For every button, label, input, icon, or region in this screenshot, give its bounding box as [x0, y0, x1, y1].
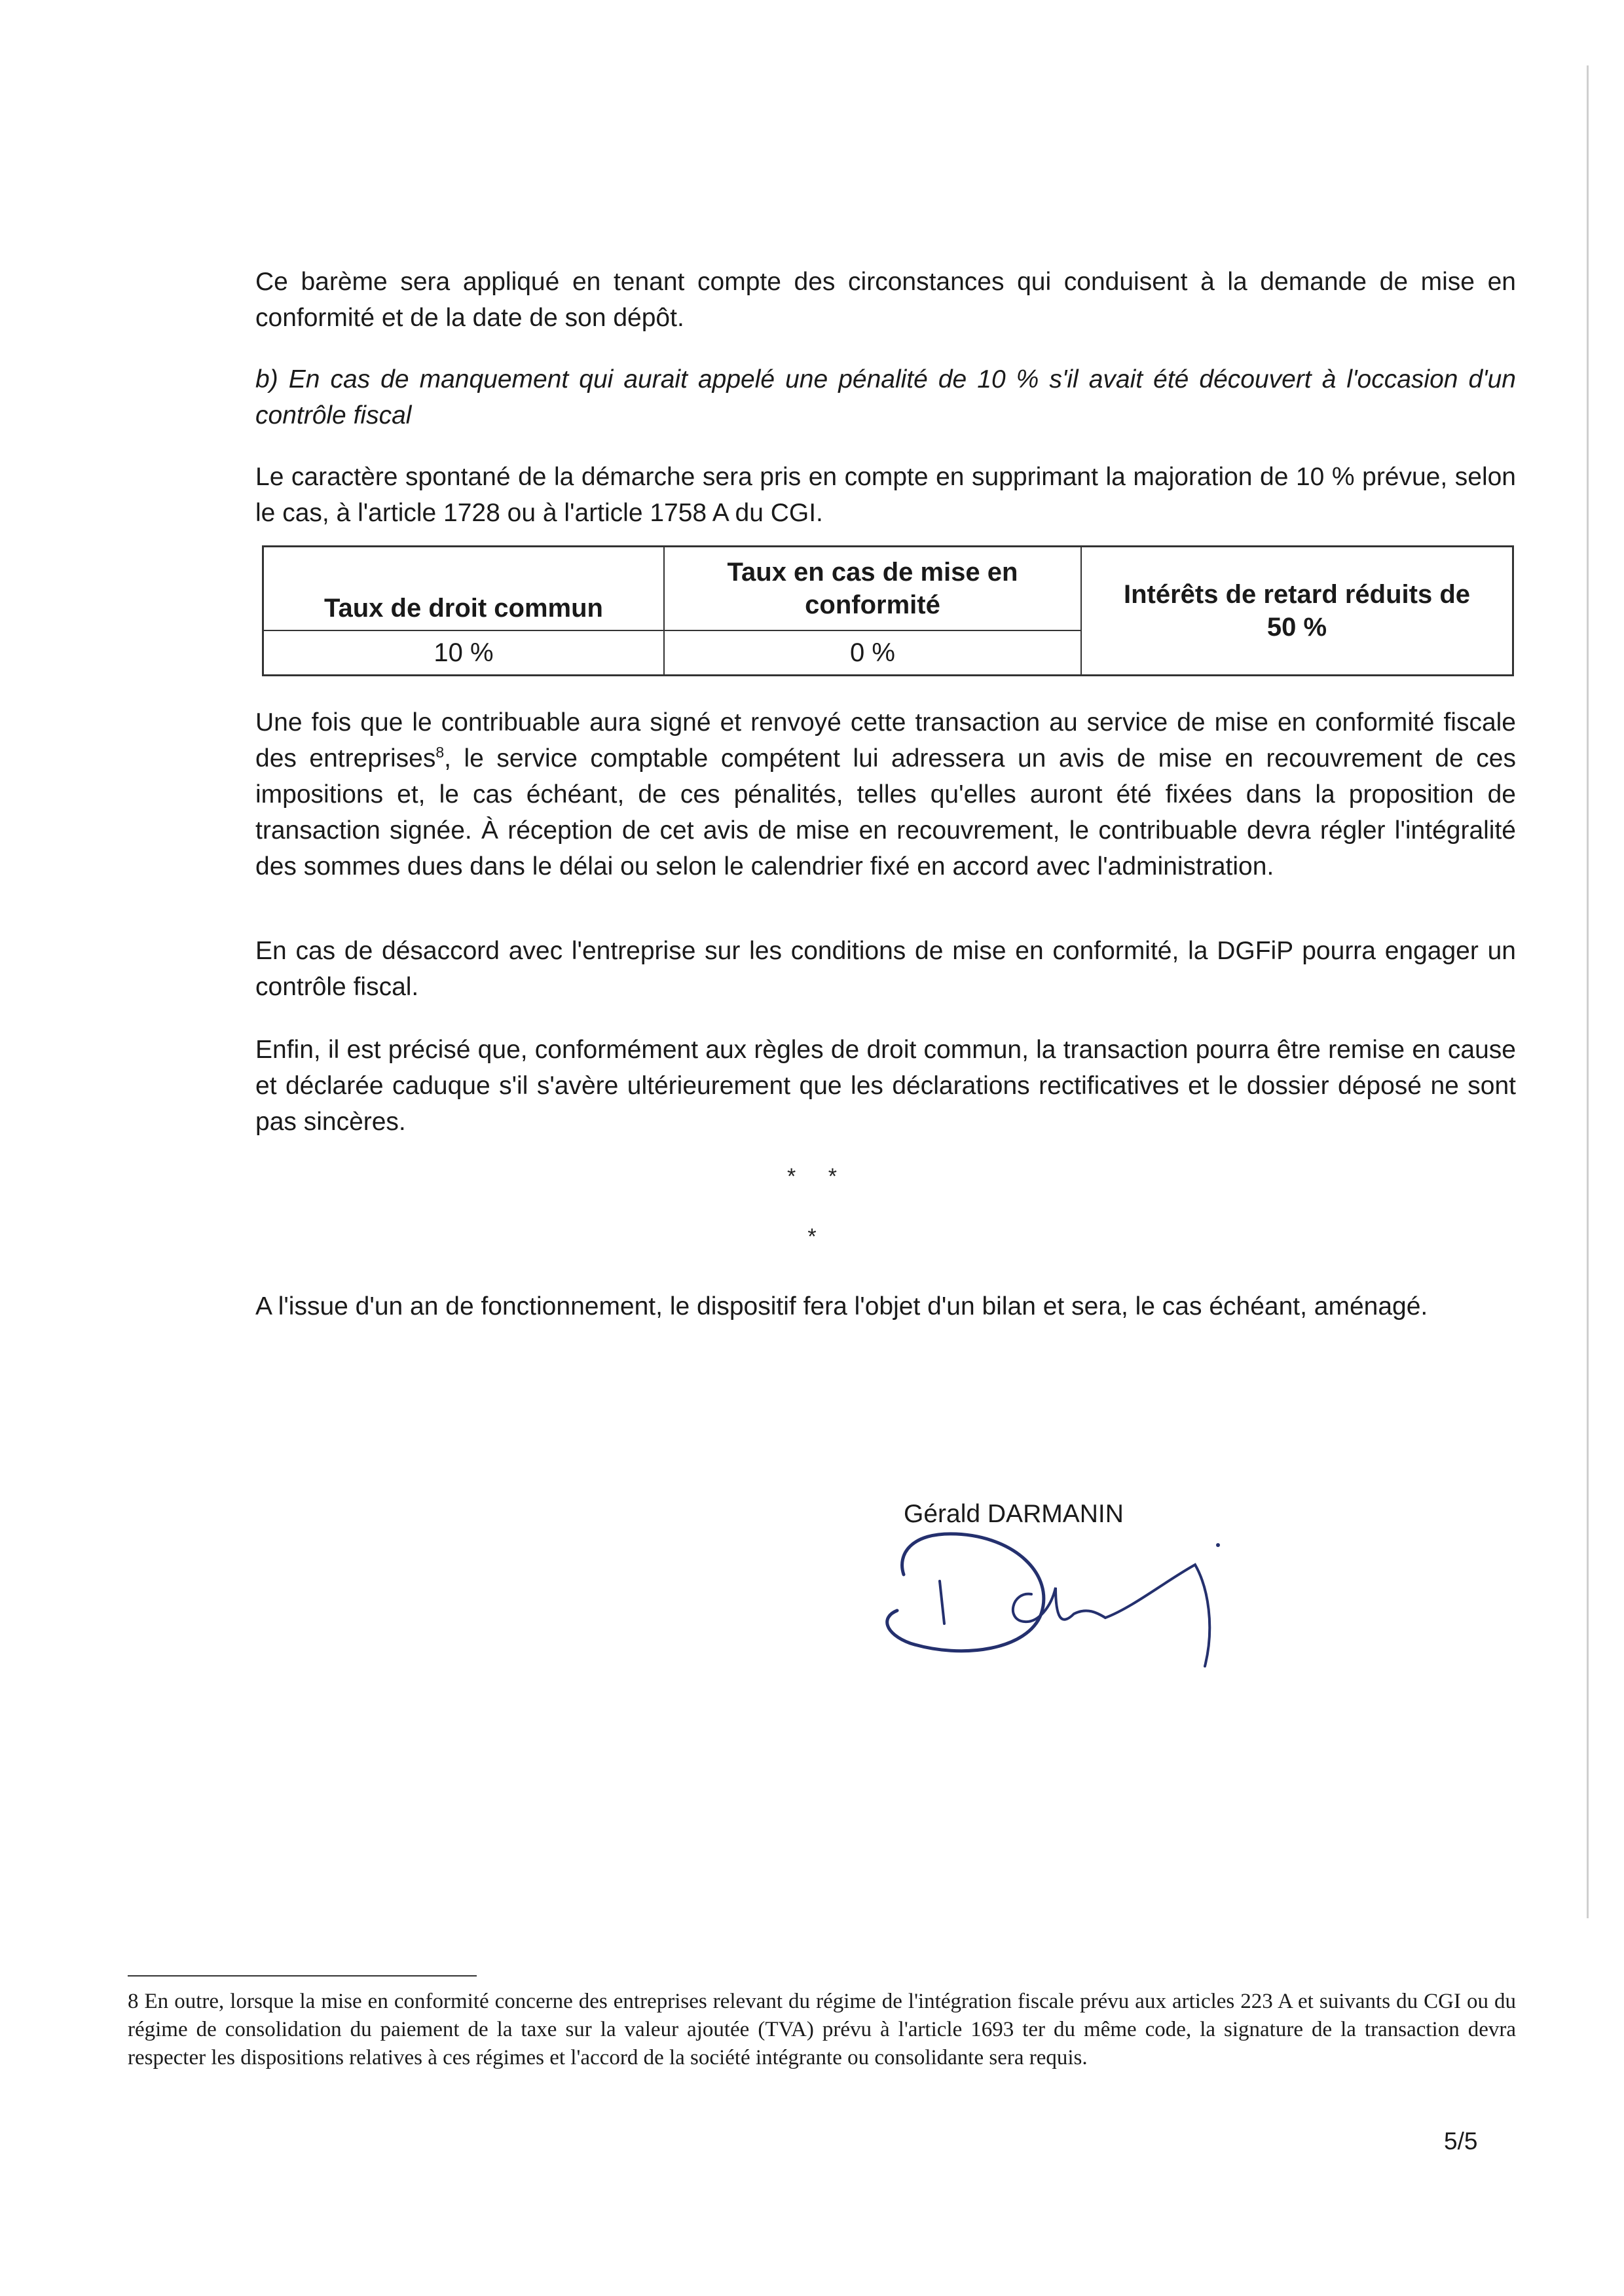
handwritten-signature	[864, 1503, 1270, 1699]
transaction-text-part1: Une fois que le contribuable aura signé et renvoyé cette transaction au service de mise en conformité fiscale des entreprises	[255, 708, 1516, 773]
signatory-name: Gérald DARMANIN	[904, 1500, 1124, 1528]
paragraph-enfin: Enfin, il est précisé que, conformément aux règles de droit commun, la transaction pourra être remise en cause et déclarée caduque s'il s'avère ultérieurement que les déclarations rectificatives et le dossier déposé ne sont pas sincères.	[255, 1036, 1516, 1136]
table-header-interets-retard: Intérêts de retard réduits de 50 %	[1123, 580, 1471, 642]
rates-table	[262, 545, 1514, 676]
page-number: 5/5	[1444, 2128, 1478, 2155]
paragraph-case-b: b) En cas de manquement qui aurait appelé une pénalité de 10 % s'il avait été découvert à l'occasion d'un contrôle fiscal	[255, 365, 1516, 429]
footnote-rule	[128, 1975, 477, 1977]
paragraph-transaction	[255, 704, 1516, 884]
table-cell-mise-en-conformite: 0 %	[850, 638, 895, 667]
footnote-reference: 8	[435, 744, 445, 761]
table-header-mise-en-conformite: Taux en cas de mise en conformité	[727, 558, 1018, 619]
footnote-8: 8 En outre, lorsque la mise en conformité concerne des entreprises relevant du régime de l'intégration fiscale prévu aux articles 223 A et suivants du CGI ou du régime de consolidation du paiement de la taxe sur la valeur ajoutée (TVA) prévu à l'article 1693 ter du même code, la signature de la transaction devra respecter les dispositions relatives à ces régimes et l'accord de la société intégrante ou consolidante sera requis.	[128, 1990, 1516, 2069]
table-header-droit-commun: Taux de droit commun	[324, 594, 603, 623]
paragraph-bilan: A l'issue d'un an de fonctionnement, le dispositif fera l'objet d'un bilan et sera, le cas échéant, aménagé.	[255, 1292, 1428, 1321]
paragraph-bareme: Ce barème sera appliqué en tenant compte des circonstances qui conduisent à la demande de mise en conformité et de la date de son dépôt.	[255, 268, 1516, 332]
scan-edge-line	[1587, 65, 1589, 1918]
table-cell-droit-commun: 10 %	[434, 638, 494, 667]
paragraph-desaccord: En cas de désaccord avec l'entreprise sur les conditions de mise en conformité, la DGFiP pourra engager un contrôle fiscal.	[255, 937, 1516, 1001]
separator-stars-top: * *	[787, 1164, 837, 1189]
paragraph-spontane: Le caractère spontané de la démarche sera pris en compte en supprimant la majoration de 10 % prévue, selon le cas, à l'article 1728 ou à l'article 1758 A du CGI.	[255, 463, 1516, 527]
transaction-text-part2: , le service comptable compétent lui adressera un avis de mise en recouvrement de ces impositions et, le cas échéant, de ces pénalités, telles qu'elles auront été fixées dans la proposition de transaction signée. À réception de cet avis de mise en recouvrement, le contribuable devra régler l'intégralité des sommes dues dans le délai ou selon le calendrier fixé en accord avec l'administration.	[255, 744, 1516, 881]
separator-star-bottom: *	[807, 1224, 817, 1249]
